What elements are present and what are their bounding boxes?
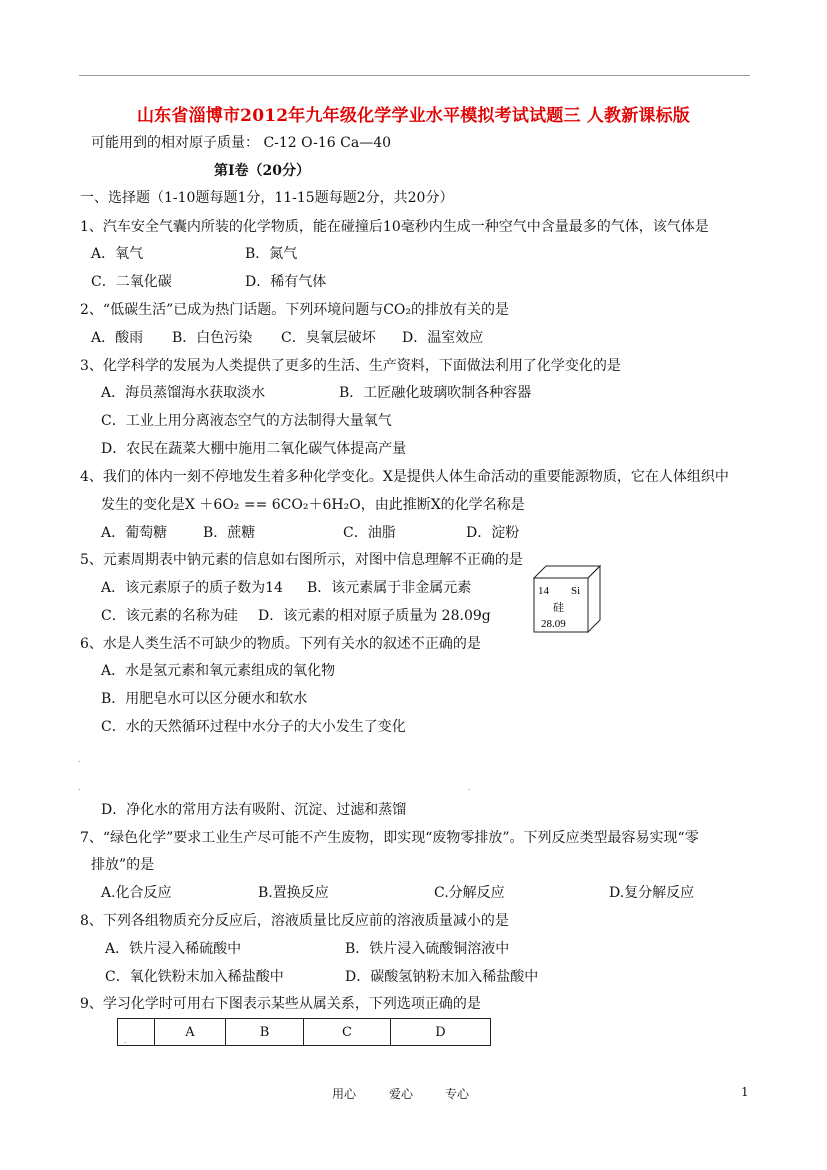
q2-option-a: A．酸雨 xyxy=(91,330,144,346)
element-number: 14 xyxy=(538,585,549,597)
q1-stem: 1、汽车安全气囊内所装的化学物质，能在碰撞后10毫秒内生成一种空气中含量最多的气体，该气体是 xyxy=(80,219,709,235)
q5-option-a: A．该元素原子的质子数为14 xyxy=(101,580,283,596)
page-title: 山东省淄博市2012年九年级化学学业水平模拟考试试题三 人教新课标版 xyxy=(136,106,691,126)
atomic-mass-line: 可能用到的相对原子质量： C-12 O-16 Ca—40 xyxy=(91,135,392,151)
table-cell: . xyxy=(118,1019,155,1046)
footer-text-left: 用心 xyxy=(332,1087,357,1101)
q7-option-b: B.置换反应 xyxy=(258,885,329,901)
element-symbol: Si xyxy=(571,585,581,597)
q3-option-d: D．农民在蔬菜大棚中施用二氧化碳气体提高产量 xyxy=(101,441,407,457)
q7-stem: 7、“绿色化学”要求工业生产尽可能不产生废物，即实现“废物零排放”。下列反应类型最容易实现“零 xyxy=(80,830,699,846)
q8-stem: 8、下列各组物质充分反应后，溶液质量比反应前的溶液质量减小的是 xyxy=(80,913,509,929)
section-title: 第Ⅰ卷（20分） xyxy=(214,163,311,179)
q3-option-c: C．工业上用分离液态空气的方法制得大量氧气 xyxy=(101,413,392,429)
q2-stem: 2、“低碳生活”已成为热门话题。下列环境问题与CO₂的排放有关的是 xyxy=(80,302,510,318)
table-cell: B xyxy=(226,1019,304,1046)
q1-option-d: D．稀有气体 xyxy=(245,274,327,290)
q5-option-d: D．该元素的相对原子质量为 28.09g xyxy=(258,608,491,624)
stray-dot: . xyxy=(78,755,81,764)
stray-dot: . xyxy=(468,783,471,792)
q5-stem: 5、元素周期表中钠元素的信息如右图所示，对图中信息理解不正确的是 xyxy=(80,552,523,568)
q1-option-c: C．二氧化碳 xyxy=(91,274,172,290)
q2-option-b: B．白色污染 xyxy=(172,330,253,346)
silicon-element-card xyxy=(533,565,601,633)
q9-table xyxy=(117,1018,491,1046)
q8-option-b: B．铁片浸入硫酸铜溶液中 xyxy=(345,941,510,957)
q1-option-a: A．氧气 xyxy=(91,246,144,262)
q7-stem-continued: 排放”的是 xyxy=(91,857,155,873)
stray-dot: . xyxy=(78,783,81,792)
footer-text-middle: 爱心 xyxy=(389,1087,414,1101)
footer-text-right: 专心 xyxy=(445,1087,470,1101)
table-cell: A xyxy=(155,1019,226,1046)
q4-option-c: C．油脂 xyxy=(343,525,396,541)
q7-option-a: A.化合反应 xyxy=(101,885,172,901)
q4-stem-continued: 发生的变化是X ＋6O₂ == 6CO₂＋6H₂O，由此推断X的化学名称是 xyxy=(101,497,525,513)
table-cell: C xyxy=(304,1019,391,1046)
q4-option-a: A．葡萄糖 xyxy=(101,525,168,541)
page-number: 1 xyxy=(741,1085,749,1099)
q3-stem: 3、化学科学的发展为人类提供了更多的生活、生产资料，下面做法利用了化学变化的是 xyxy=(80,358,621,374)
q8-option-d: D．碳酸氢钠粉末加入稀盐酸中 xyxy=(345,969,539,985)
q6-option-c: C．水的天然循环过程中水分子的大小发生了变化 xyxy=(101,719,406,735)
q5-option-c: C．该元素的名称为硅 xyxy=(101,608,238,624)
element-name: 硅 xyxy=(553,601,564,614)
q3-option-b: B．工匠融化玻璃吹制各种容器 xyxy=(339,385,532,401)
q4-stem: 4、我们的体内一刻不停地发生着多种化学变化。X是提供人体生命活动的重要能源物质，它在人体组织中 xyxy=(80,469,729,485)
q6-option-b: B．用肥皂水可以区分硬水和软水 xyxy=(101,691,308,707)
q3-option-a: A．海员蒸馏海水获取淡水 xyxy=(101,385,266,401)
table-row xyxy=(118,1019,491,1046)
q1-option-b: B．氮气 xyxy=(245,246,298,262)
q7-option-d: D.复分解反应 xyxy=(609,885,695,901)
q8-option-a: A．铁片浸入稀硫酸中 xyxy=(105,941,242,957)
header-rule xyxy=(79,75,750,76)
q4-option-b: B．蔗糖 xyxy=(203,525,256,541)
q4-option-d: D．淀粉 xyxy=(466,525,520,541)
q6-stem: 6、水是人类生活不可缺少的物质。下列有关水的叙述不正确的是 xyxy=(80,636,481,652)
q7-option-c: C.分解反应 xyxy=(434,885,505,901)
q6-option-a: A．水是氢元素和氧元素组成的氧化物 xyxy=(101,663,336,679)
q9-stem: 9、学习化学时可用右下图表示某些从属关系，下列选项正确的是 xyxy=(80,996,481,1012)
table-cell: D xyxy=(391,1019,491,1046)
q2-option-d: D．温室效应 xyxy=(402,330,484,346)
q6-option-d: D．净化水的常用方法有吸附、沉淀、过滤和蒸馏 xyxy=(101,802,407,818)
q8-option-c: C．氧化铁粉末加入稀盐酸中 xyxy=(105,969,284,985)
element-mass: 28.09 xyxy=(541,618,566,630)
part1-header: 一、选择题（1-10题每题1分，11-15题每题2分，共20分） xyxy=(80,190,454,206)
q2-option-c: C．臭氧层破坏 xyxy=(281,330,376,346)
q5-option-b: B．该元素属于非金属元素 xyxy=(307,580,472,596)
